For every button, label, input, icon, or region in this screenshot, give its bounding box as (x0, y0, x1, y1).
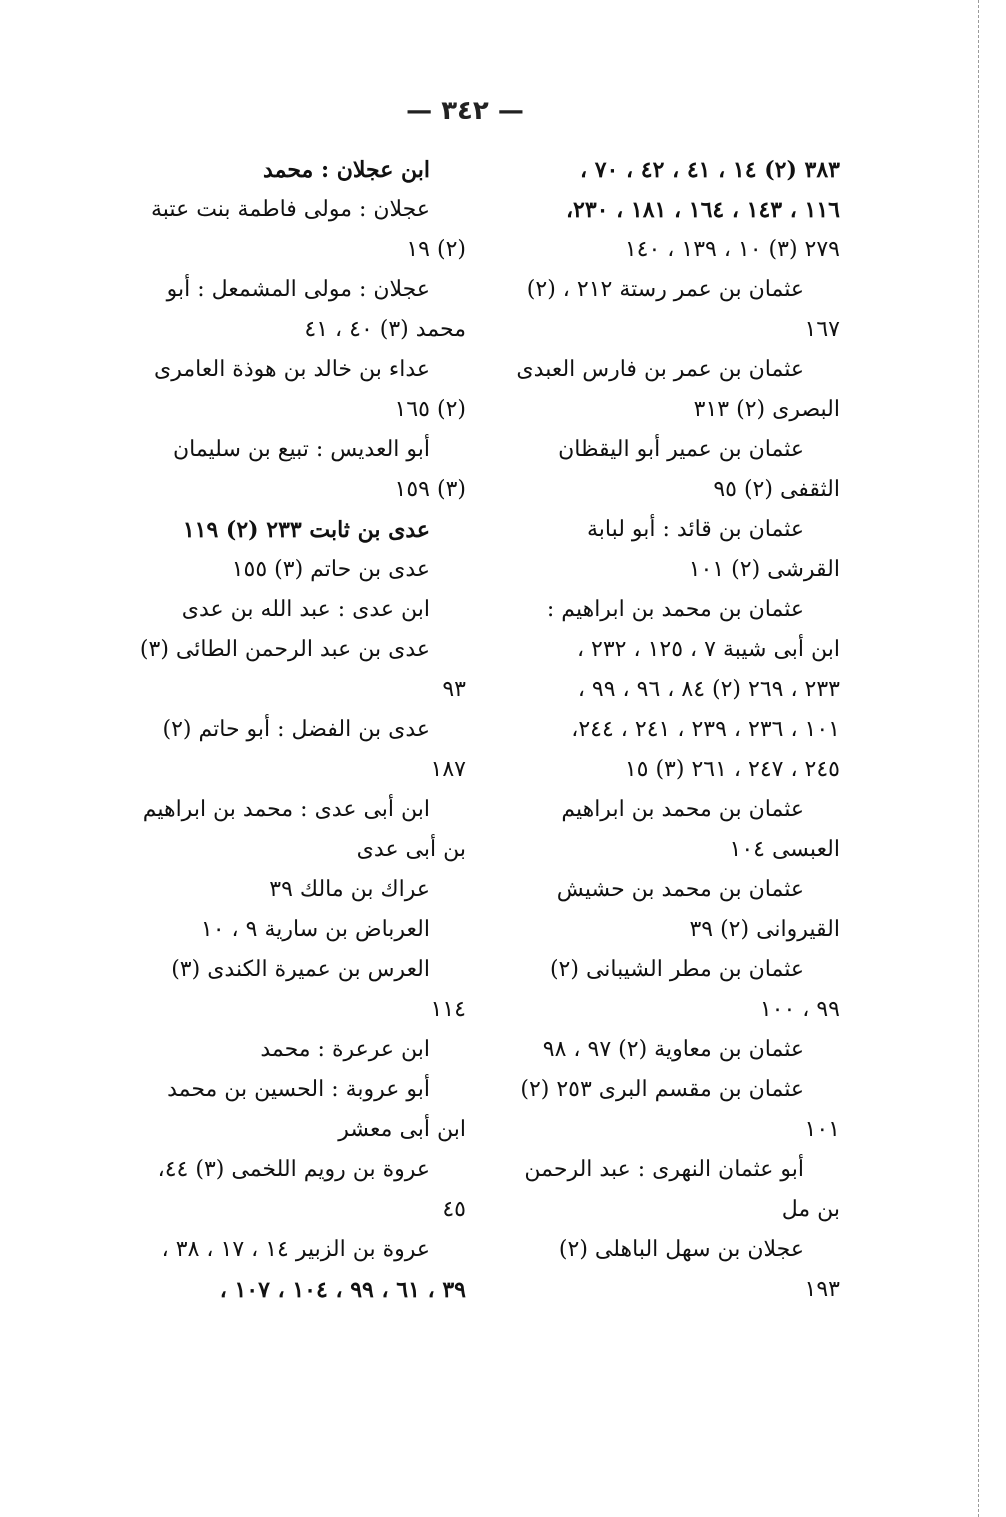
index-line: العرباض بن سارية ٩ ، ١٠ (200, 917, 430, 942)
index-line: عدى بن ثابت ٢٣٣ (٢) ١١٩ (182, 517, 430, 543)
index-column-left (126, 150, 466, 1310)
index-line: ابن عجلان : محمد (263, 157, 430, 183)
index-line: محمد (٣) ٤٠ ، ٤١ (304, 317, 466, 342)
page-number: — ٣٤٢ — (406, 96, 524, 126)
index-line: أبو عروبة : الحسين بن محمد (167, 1077, 430, 1102)
index-line: ٩٩ ، ١٠٠ (759, 997, 840, 1022)
index-column-right (500, 150, 840, 1310)
index-line: عراك بن مالك ٣٩ (269, 877, 430, 902)
index-line: بن أبى عدى (356, 837, 466, 862)
index-line: ٣٨٣ (٢) ١٤ ، ٤١ ، ٤٢ ، ٧٠ ، (579, 157, 840, 183)
index-line: أبو عثمان النهرى : عبد الرحمن (524, 1157, 804, 1182)
index-line: (٣) ١٥٩ (394, 477, 466, 502)
index-line: عثمان بن عمير أبو اليقظان (558, 437, 804, 462)
index-line: ابن عدى : عبد الله بن عدى (181, 597, 430, 622)
index-line: عثمان بن مطر الشيبانى (٢) (549, 957, 804, 982)
index-line: عجلان بن سهل الباهلى (٢) (558, 1237, 804, 1262)
index-line: عثمان بن قائد : أبو لبابة (586, 517, 804, 542)
index-line: عروة بن الزبير ١٤ ، ١٧ ، ٣٨ ، (161, 1237, 430, 1262)
index-line: أبو العديس : تبيع بن سليمان (172, 437, 430, 462)
index-line: القرشى (٢) ١٠١ (688, 557, 840, 582)
index-line: عجلان : مولى المشمعل : أبو (166, 277, 430, 302)
index-line: ٢٧٩ (٣) ١٠ ، ١٣٩ ، ١٤٠ (624, 237, 840, 262)
index-line: ١٨٧ (430, 757, 466, 782)
index-line: عثمان بن محمد بن ابراهيم : (546, 597, 804, 622)
index-line: عروة بن رويم اللخمى (٣) ٤٤، (157, 1157, 430, 1182)
index-line: عثمان بن محمد بن حشيش (556, 877, 804, 902)
index-line: ٢٣٣ ، ٢٦٩ (٢) ٨٤ ، ٩٦ ، ٩٩ ، (577, 677, 840, 702)
index-line: ٢٤٥ ، ٢٤٧ ، ٢٦١ (٣) ١٥ (624, 757, 840, 782)
index-line: (٢) ١٩ (406, 237, 466, 262)
index-line: (٢) ١٦٥ (394, 397, 466, 422)
index-line: عدى بن عبد الرحمن الطائى (٣) (139, 637, 430, 662)
index-line: ١٠١ (804, 1117, 840, 1142)
index-line: ١١٦ ، ١٤٣ ، ١٦٤ ، ١٨١ ، ٢٣٠، (565, 197, 840, 223)
index-line: ابن عرعرة : محمد (260, 1037, 430, 1062)
index-line: العبسى ١٠٤ (729, 837, 840, 862)
index-line: عثمان بن محمد بن ابراهيم (561, 797, 804, 822)
index-line: عثمان بن مقسم البرى ٢٥٣ (٢) (520, 1077, 804, 1102)
index-line: ٣٩ ، ٦١ ، ٩٩ ، ١٠٤ ، ١٠٧ ، (219, 1277, 466, 1303)
index-line: ١١٤ (430, 997, 466, 1022)
index-line: الثقفى (٢) ٩٥ (713, 477, 840, 502)
index-line: ١٠١ ، ٢٣٦ ، ٢٣٩ ، ٢٤١ ، ٢٤٤، (571, 717, 840, 742)
index-line: عدى بن حاتم (٣) ١٥٥ (231, 557, 430, 582)
page-edge-rule (978, 0, 980, 1517)
index-line: عثمان بن عمر رستة ٢١٢ ، (٢) (526, 277, 804, 302)
index-line: ابن أبى شيبة ٧ ، ١٢٥ ، ٢٣٢ ، (576, 637, 840, 662)
index-line: عداء بن خالد بن هوذة العامرى (154, 357, 430, 382)
index-line: عثمان بن معاوية (٢) ٩٧ ، ٩٨ (542, 1037, 804, 1062)
index-line: القيروانى (٢) ٣٩ (689, 917, 840, 942)
index-line: بن مل (781, 1197, 840, 1222)
index-line: ٤٥ (442, 1197, 466, 1222)
index-line: البصرى (٢) ٣١٣ (693, 397, 840, 422)
index-line: ابن أبى معشر (338, 1117, 466, 1142)
index-line: عثمان بن عمر بن فارس العبدى (516, 357, 804, 382)
index-line: العرس بن عميرة الكندى (٣) (171, 957, 430, 982)
index-line: ١٦٧ (804, 317, 840, 342)
index-line: ابن أبى عدى : محمد بن ابراهيم (142, 797, 430, 822)
index-line: ١٩٣ (804, 1277, 840, 1302)
index-line: عجلان : مولى فاطمة بنت عتبة (151, 197, 430, 222)
index-line: ٩٣ (442, 677, 466, 702)
index-line: عدى بن الفضل : أبو حاتم (٢) (162, 717, 430, 742)
